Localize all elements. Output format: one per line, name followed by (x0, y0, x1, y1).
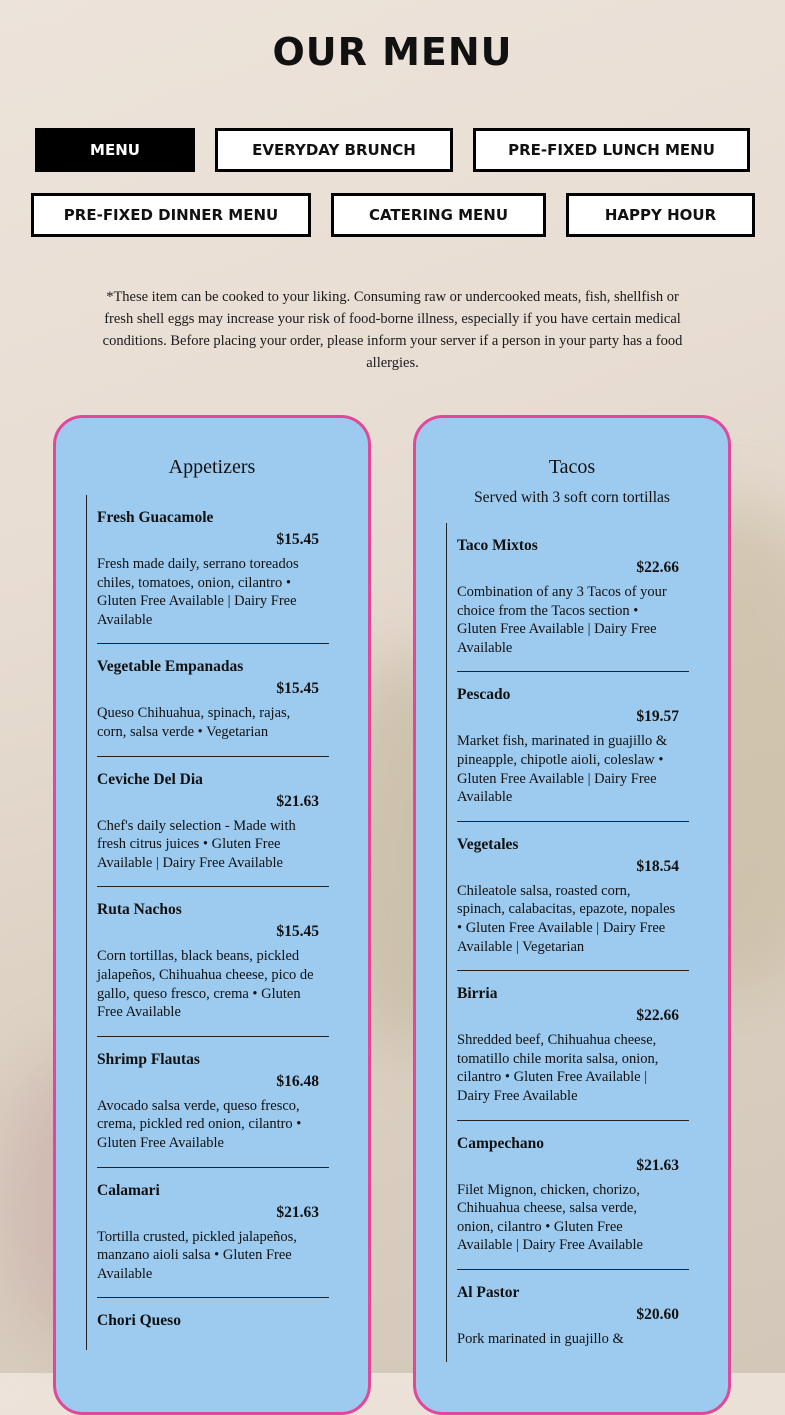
item-description: Filet Mignon, chicken, chorizo, Chihuahua cheese, salsa verde, onion, cilantro • Gluten Free Available | Dairy Free Available (457, 1181, 643, 1254)
item-name: Ceviche Del Dia (97, 770, 203, 788)
item-name: Ruta Nachos (97, 901, 182, 919)
item-name: Vegetable Empanadas (97, 658, 244, 676)
menu-item (457, 1121, 689, 1270)
tab-everyday-brunch[interactable]: EVERYDAY BRUNCH (215, 128, 453, 172)
menu-item (97, 1298, 329, 1350)
item-description: Fresh made daily, serrano toreados chiles, tomatoes, onion, cilantro • Gluten Free Available | Dairy Free Available (97, 556, 299, 628)
menu-item (457, 1270, 689, 1363)
menu-item (457, 971, 689, 1120)
item-description: Chef's daily selection - Made with fresh citrus juices • Gluten Free Available | Dairy Free Available (97, 817, 296, 871)
item-price: $15.45 (276, 680, 319, 698)
item-price: $19.57 (636, 708, 679, 726)
tab-pre-fixed-lunch-menu[interactable]: PRE-FIXED LUNCH MENU (473, 128, 750, 172)
tab-pre-fixed-dinner-menu[interactable]: PRE-FIXED DINNER MENU (31, 193, 311, 237)
tab-happy-hour[interactable]: HAPPY HOUR (566, 193, 755, 237)
item-name: Campechano (457, 1134, 544, 1152)
item-price: $21.63 (636, 1156, 679, 1174)
item-name: Calamari (97, 1181, 160, 1199)
menu-item (457, 822, 689, 971)
item-description: Avocado salsa verde, queso fresco, crema, pickled red onion, cilantro • Gluten Free Available (97, 1097, 302, 1151)
menu-item-list (446, 523, 689, 1362)
menu-item (97, 644, 329, 756)
menu-item (97, 887, 329, 1036)
item-price: $21.63 (276, 1203, 319, 1221)
allergy-notice: *These item can be cooked to your liking. Consuming raw or undercooked meats, fish, shellfish or fresh shell eggs may increase your risk of food-borne illness, especially if you have certain medical conditions. Before placing your order, please inform your server if a person in your party has a food allergies. (102, 289, 683, 371)
item-price: $22.66 (636, 1007, 679, 1025)
menu-item (97, 1168, 329, 1299)
section-title: Tacos (548, 456, 596, 478)
item-name: Taco Mixtos (457, 537, 538, 554)
item-price: $15.45 (276, 923, 319, 941)
menu-item (97, 1037, 329, 1168)
item-description: Queso Chihuahua, spinach, rajas, corn, salsa verde • Vegetarian (97, 705, 291, 740)
menu-item-list (86, 495, 329, 1350)
item-description: Chileatole salsa, roasted corn, spinach, calabacitas, epazote, nopales • Gluten Free Available | Dairy Free Available | Vegetarian (457, 882, 676, 955)
item-description: Market fish, marinated in guajillo & pineapple, chipotle aioli, coleslaw • Gluten Free Available | Dairy Free Available (457, 733, 668, 806)
tab-catering-menu[interactable]: CATERING MENU (331, 193, 546, 237)
section-title: Appetizers (168, 456, 256, 478)
menu-item (97, 757, 329, 888)
item-price: $22.66 (636, 559, 679, 576)
item-description: Tortilla crusted, pickled jalapeños, manzano aioli salsa • Gluten Free Available (97, 1228, 297, 1282)
item-price: $15.45 (276, 531, 319, 548)
item-name: Al Pastor (457, 1283, 520, 1301)
item-description: Shredded beef, Chihuahua cheese, tomatillo chile morita salsa, onion, cilantro • Gluten Free Available | Dairy Free Available (457, 1032, 659, 1104)
item-price: $16.48 (276, 1072, 319, 1090)
item-name: Vegetales (457, 835, 519, 853)
item-name: Fresh Guacamole (97, 509, 214, 526)
menu-item (457, 672, 689, 821)
item-price: $20.60 (636, 1305, 679, 1323)
item-name: Birria (457, 985, 498, 1003)
item-description: Combination of any 3 Tacos of your choice from the Tacos section • Gluten Free Available | Dairy Free Available (457, 584, 667, 656)
menu-item (457, 523, 689, 672)
item-description: Corn tortillas, black beans, pickled jalapeños, Chihuahua cheese, pico de gallo, queso fresco, crema • Gluten Free Available (97, 948, 314, 1021)
item-description: Pork marinated in guajillo & (457, 1330, 624, 1347)
item-name: Chori Queso (97, 1312, 181, 1330)
item-price: $21.63 (276, 792, 319, 810)
tab-menu[interactable]: MENU (35, 128, 195, 172)
item-name: Shrimp Flautas (97, 1050, 200, 1068)
item-price: $18.54 (636, 857, 679, 875)
menu-item (97, 495, 329, 644)
item-name: Pescado (457, 686, 511, 704)
page-title: OUR MENU (272, 30, 513, 74)
appetizers-panel (53, 415, 371, 1415)
section-subtitle: Served with 3 soft corn tortillas (474, 489, 670, 506)
tacos-panel (413, 415, 731, 1415)
